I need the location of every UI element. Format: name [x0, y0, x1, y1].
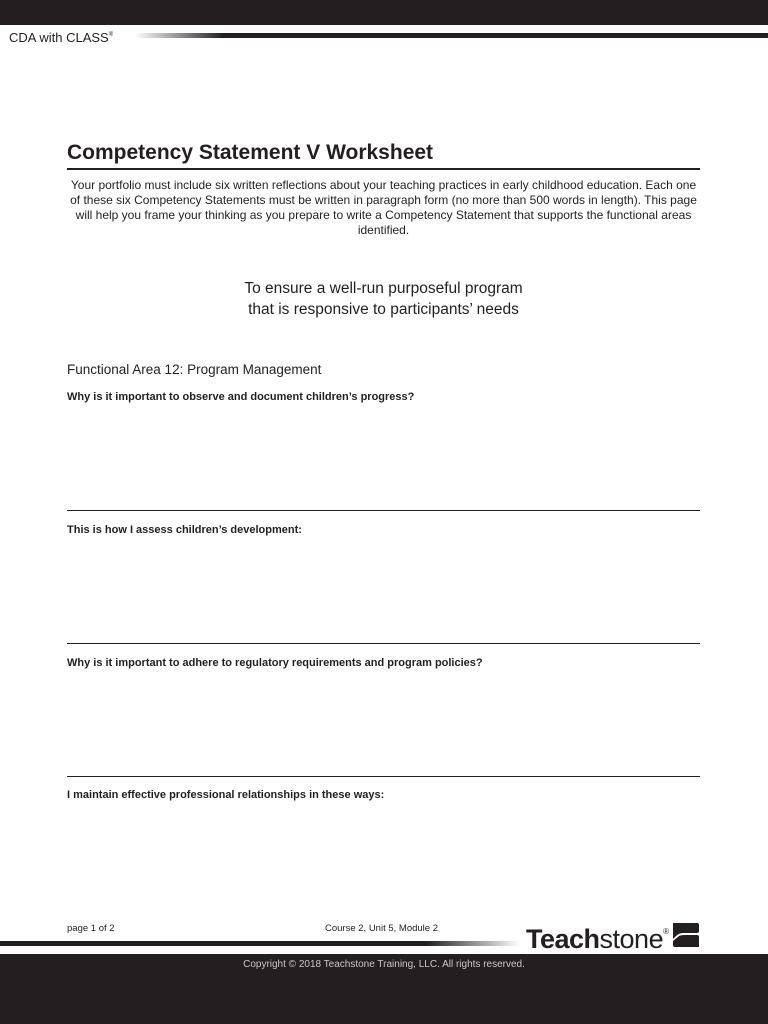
answer-line-1[interactable] — [67, 510, 700, 511]
question-4: I maintain effective professional relationships in these ways: — [67, 789, 385, 801]
teachstone-logo-icon — [671, 920, 701, 950]
copyright-notice: Copyright © 2018 Teachstone Training, LLC. All rights reserved. — [243, 959, 525, 970]
intro-paragraph: Your portfolio must include six written reflections about your teaching practices in early childhood education. Each one of these six Competency Statements must be written in paragraph form (no more than 500 words in length). This page will help you frame your thinking as you prepare to write a Competency Statement that supports the functional areas identified. — [70, 178, 697, 237]
header-rule — [135, 33, 768, 38]
question-1: Why is it important to observe and document children’s progress? — [67, 391, 415, 403]
answer-line-3[interactable] — [67, 776, 700, 777]
answer-line-2[interactable] — [67, 643, 700, 644]
question-3: Why is it important to adhere to regulatory requirements and program policies? — [67, 657, 483, 669]
footer-page-number: page 1 of 2 — [67, 923, 115, 934]
functional-area-heading: Functional Area 12: Program Management — [67, 362, 322, 377]
header-brand-text: CDA with CLASS — [9, 30, 109, 45]
footer-rule — [0, 941, 520, 946]
title-divider — [67, 168, 700, 170]
top-bar — [0, 0, 768, 25]
header-brand — [9, 30, 113, 45]
subtitle-line-1: To ensure a well-run purposeful program — [244, 280, 523, 297]
question-2: This is how I assess children’s development: — [67, 524, 302, 536]
logo-wordmark — [526, 915, 669, 956]
footer-course-info: Course 2, Unit 5, Module 2 — [325, 923, 439, 934]
logo-registered-mark: ® — [663, 926, 669, 936]
teachstone-logo — [526, 918, 701, 952]
worksheet-subtitle — [67, 278, 700, 320]
header-brand-mark: ® — [108, 32, 114, 38]
subtitle-line-2: that is responsive to participants’ needs — [248, 301, 519, 318]
logo-bold-part: Teach — [526, 923, 600, 954]
page-title: Competency Statement V Worksheet — [67, 141, 434, 164]
logo-regular-part: stone — [599, 923, 664, 954]
